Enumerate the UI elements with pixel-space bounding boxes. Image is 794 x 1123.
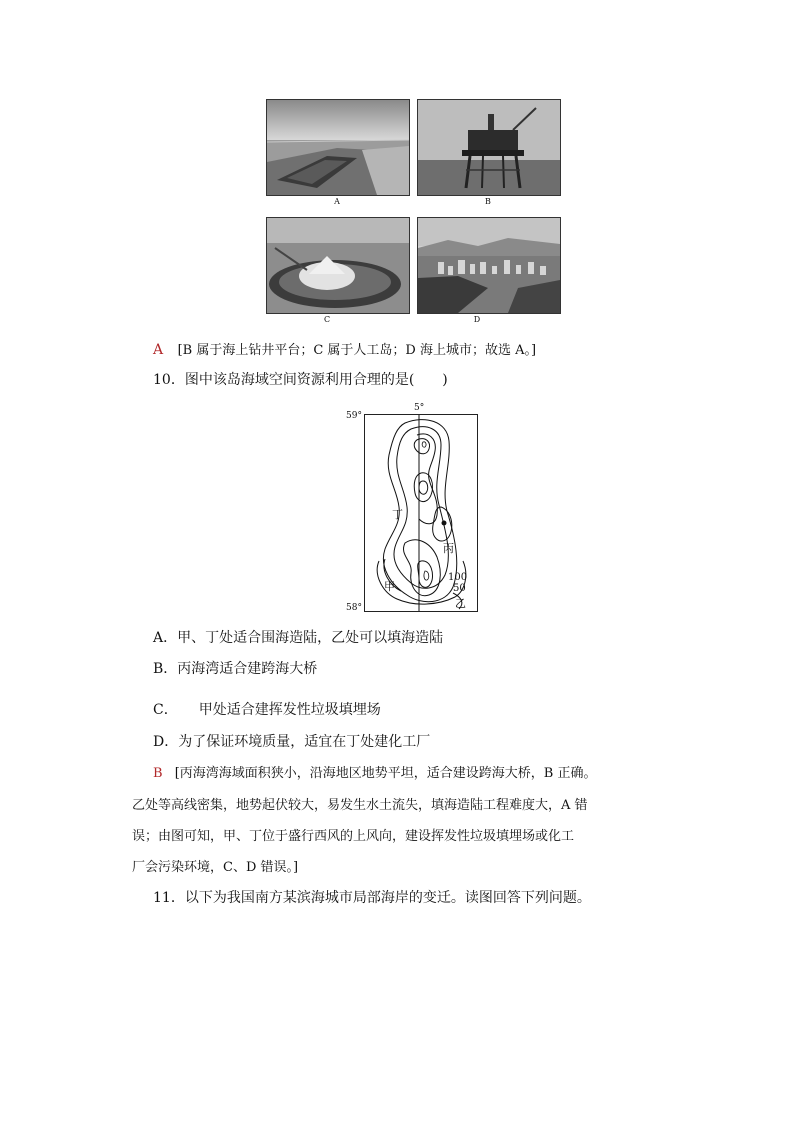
q10-option-a: A．甲、丁处适合围海造陆，乙处可以填海造陆 (153, 630, 444, 646)
photo-a-caption: A (334, 197, 340, 206)
q10-option-d: D．为了保证环境质量，适宜在丁处建化工厂 (153, 734, 431, 750)
photo-c-caption: C (323, 315, 331, 324)
q10-option-c: C． 甲处适合建挥发性垃圾填埋场 (153, 702, 381, 718)
photo-c (266, 217, 410, 314)
q10-explanation-line-3: 误；由图可知，甲、丁位于盛行西风的上风向，建设挥发性垃圾填埋场或化工 (132, 829, 575, 844)
q9-answer-letter: A (153, 342, 164, 358)
photo-b (417, 99, 561, 196)
q10-explanation-line-2: 乙处等高线密集，地势起伏较大，易发生水土流失，填海造陆工程难度大，A 错 (132, 798, 588, 813)
q10-explanation-line-1 (153, 765, 596, 783)
label-jia: 甲 (384, 580, 395, 593)
map-lat-top: 59° (346, 411, 362, 421)
map-lat-bottom: 58° (346, 603, 362, 613)
q10-explanation-text-1: [丙海湾海域面积狭小，沿海地区地势平坦，适合建设跨海大桥，B 正确。 (174, 766, 597, 781)
photo-d-caption: D (473, 315, 481, 324)
label-bing: 丙 (443, 542, 454, 555)
q10-stem: 10．图中该岛海域空间资源利用合理的是( ) (153, 372, 448, 388)
q10-option-b: B．丙海湾适合建跨海大桥 (153, 661, 318, 677)
q9-answer-line (153, 341, 536, 360)
q9-explanation: [B 属于海上钻井平台；C 属于人工岛；D 海上城市；故选 A。] (177, 343, 537, 358)
label-ding: 丁 (392, 508, 403, 521)
q10-answer-letter: B (153, 766, 163, 781)
photo-a (266, 99, 410, 196)
label-contour-50: 50 (453, 583, 466, 594)
photo-d (417, 217, 561, 314)
photo-b-caption: B (485, 197, 491, 206)
label-yi: 乙 (455, 597, 466, 610)
q11-stem: 11．以下为我国南方某滨海城市局部海岸的变迁。读图回答下列问题。 (153, 890, 591, 906)
label-contour-100: 100 (448, 572, 468, 583)
map-lon: 5° (414, 403, 425, 413)
q10-explanation-line-4: 厂会污染环境，C、D 错误。] (132, 860, 299, 875)
